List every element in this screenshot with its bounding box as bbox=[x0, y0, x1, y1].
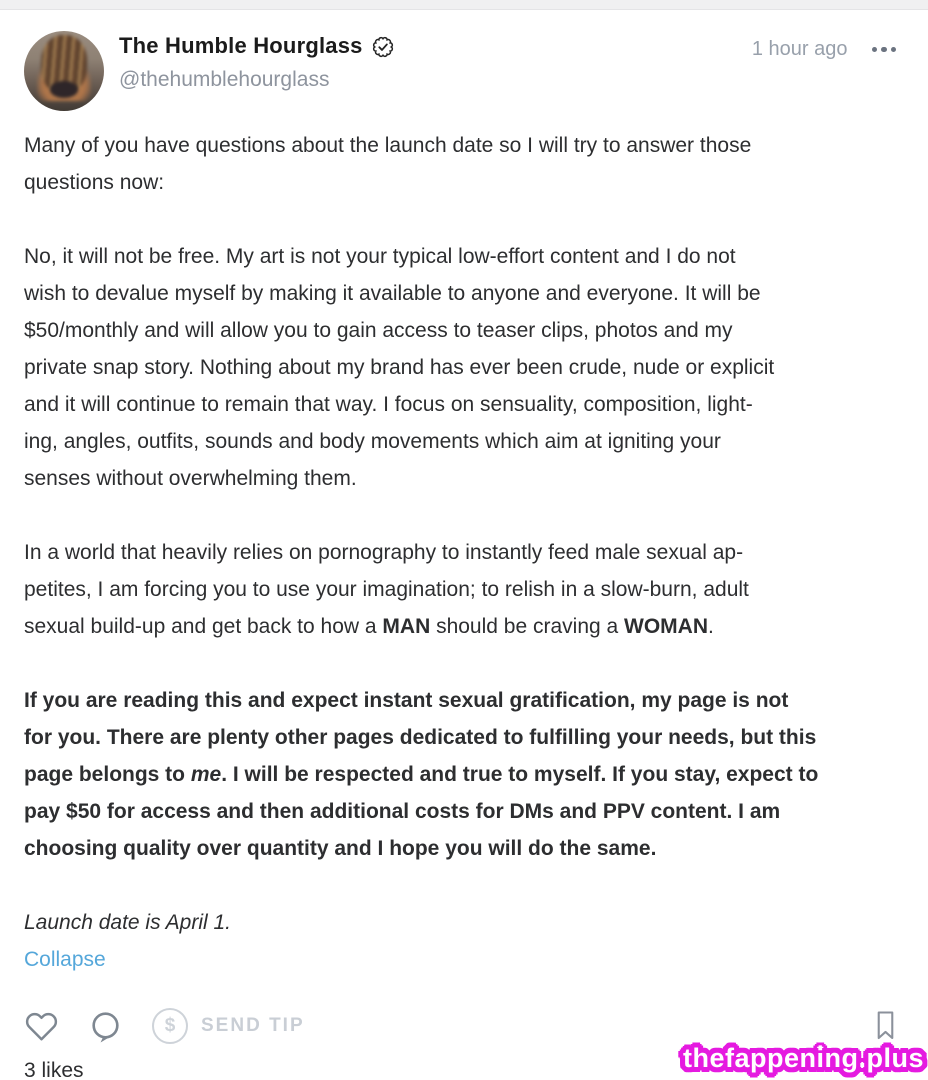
action-bar bbox=[24, 1006, 904, 1046]
dot-icon bbox=[891, 47, 897, 53]
more-options-button[interactable] bbox=[870, 43, 899, 57]
heart-icon bbox=[24, 1010, 59, 1043]
likes-count[interactable]: 3 likes bbox=[24, 1059, 84, 1080]
dot-icon bbox=[881, 47, 887, 53]
bookmark-button[interactable] bbox=[873, 1008, 898, 1043]
post-paragraph: No, it will not be free. My art is not your typical low-effort content and I do not wish to devalue myself by making it available to anyone and everyone. It will be $50/monthly and will allow you to gain access to teaser clips, photos and my private snap story. Nothing about my brand has ever been crude, nude or explicit and it will continue to remain that way. I focus on sensuality, composition, light- ing, angles, outfits, sounds and body movements which aim at igniting your senses without overwhelming them. bbox=[24, 245, 775, 490]
identity-block bbox=[119, 31, 752, 92]
send-tip-button[interactable] bbox=[152, 1008, 305, 1044]
verified-badge-icon bbox=[372, 36, 394, 58]
bookmark-icon bbox=[873, 1008, 898, 1043]
dollar-circle-icon: $ bbox=[152, 1008, 188, 1044]
post-meta bbox=[752, 31, 898, 61]
avatar[interactable] bbox=[24, 31, 104, 111]
comment-icon bbox=[88, 1009, 123, 1044]
post-paragraph: Many of you have questions about the launch date so I will try to answer those questions now: bbox=[24, 134, 752, 194]
send-tip-label: SEND TIP bbox=[201, 1015, 305, 1036]
avatar-photo-detail bbox=[50, 81, 77, 98]
page-top-strip bbox=[0, 0, 928, 10]
comment-button[interactable] bbox=[88, 1009, 123, 1044]
post-paragraph: If you are reading this and expect instant sexual gratification, my page is not for you. There are plenty other pages dedicated to fulfilling your needs, but this page belongs to me. I will be respected and true to myself. If you stay, expect to pay $50 for access and then additional costs for DMs and PPV content. I am choosing quality over quantity and I hope you will do the same. bbox=[24, 689, 819, 860]
display-name[interactable]: The Humble Hourglass bbox=[119, 33, 363, 58]
timestamp: 1 hour ago bbox=[751, 38, 848, 60]
user-handle[interactable]: @thehumblehourglass bbox=[119, 68, 330, 91]
post-text bbox=[24, 127, 904, 941]
watermark: thefappening.plus bbox=[683, 1043, 924, 1073]
post-header bbox=[24, 31, 904, 111]
post-paragraph: Launch date is April 1. bbox=[24, 911, 232, 934]
dot-icon bbox=[872, 47, 878, 53]
like-button[interactable] bbox=[24, 1010, 59, 1043]
collapse-link[interactable]: Collapse bbox=[24, 948, 106, 971]
post-paragraph: In a world that heavily relies on pornography to instantly feed male sexual ap- petites, I am forcing you to use your imagination; to relish in a slow-burn, adult sexual build-up and get back to how a MAN should be craving a WOMAN. bbox=[24, 541, 749, 638]
